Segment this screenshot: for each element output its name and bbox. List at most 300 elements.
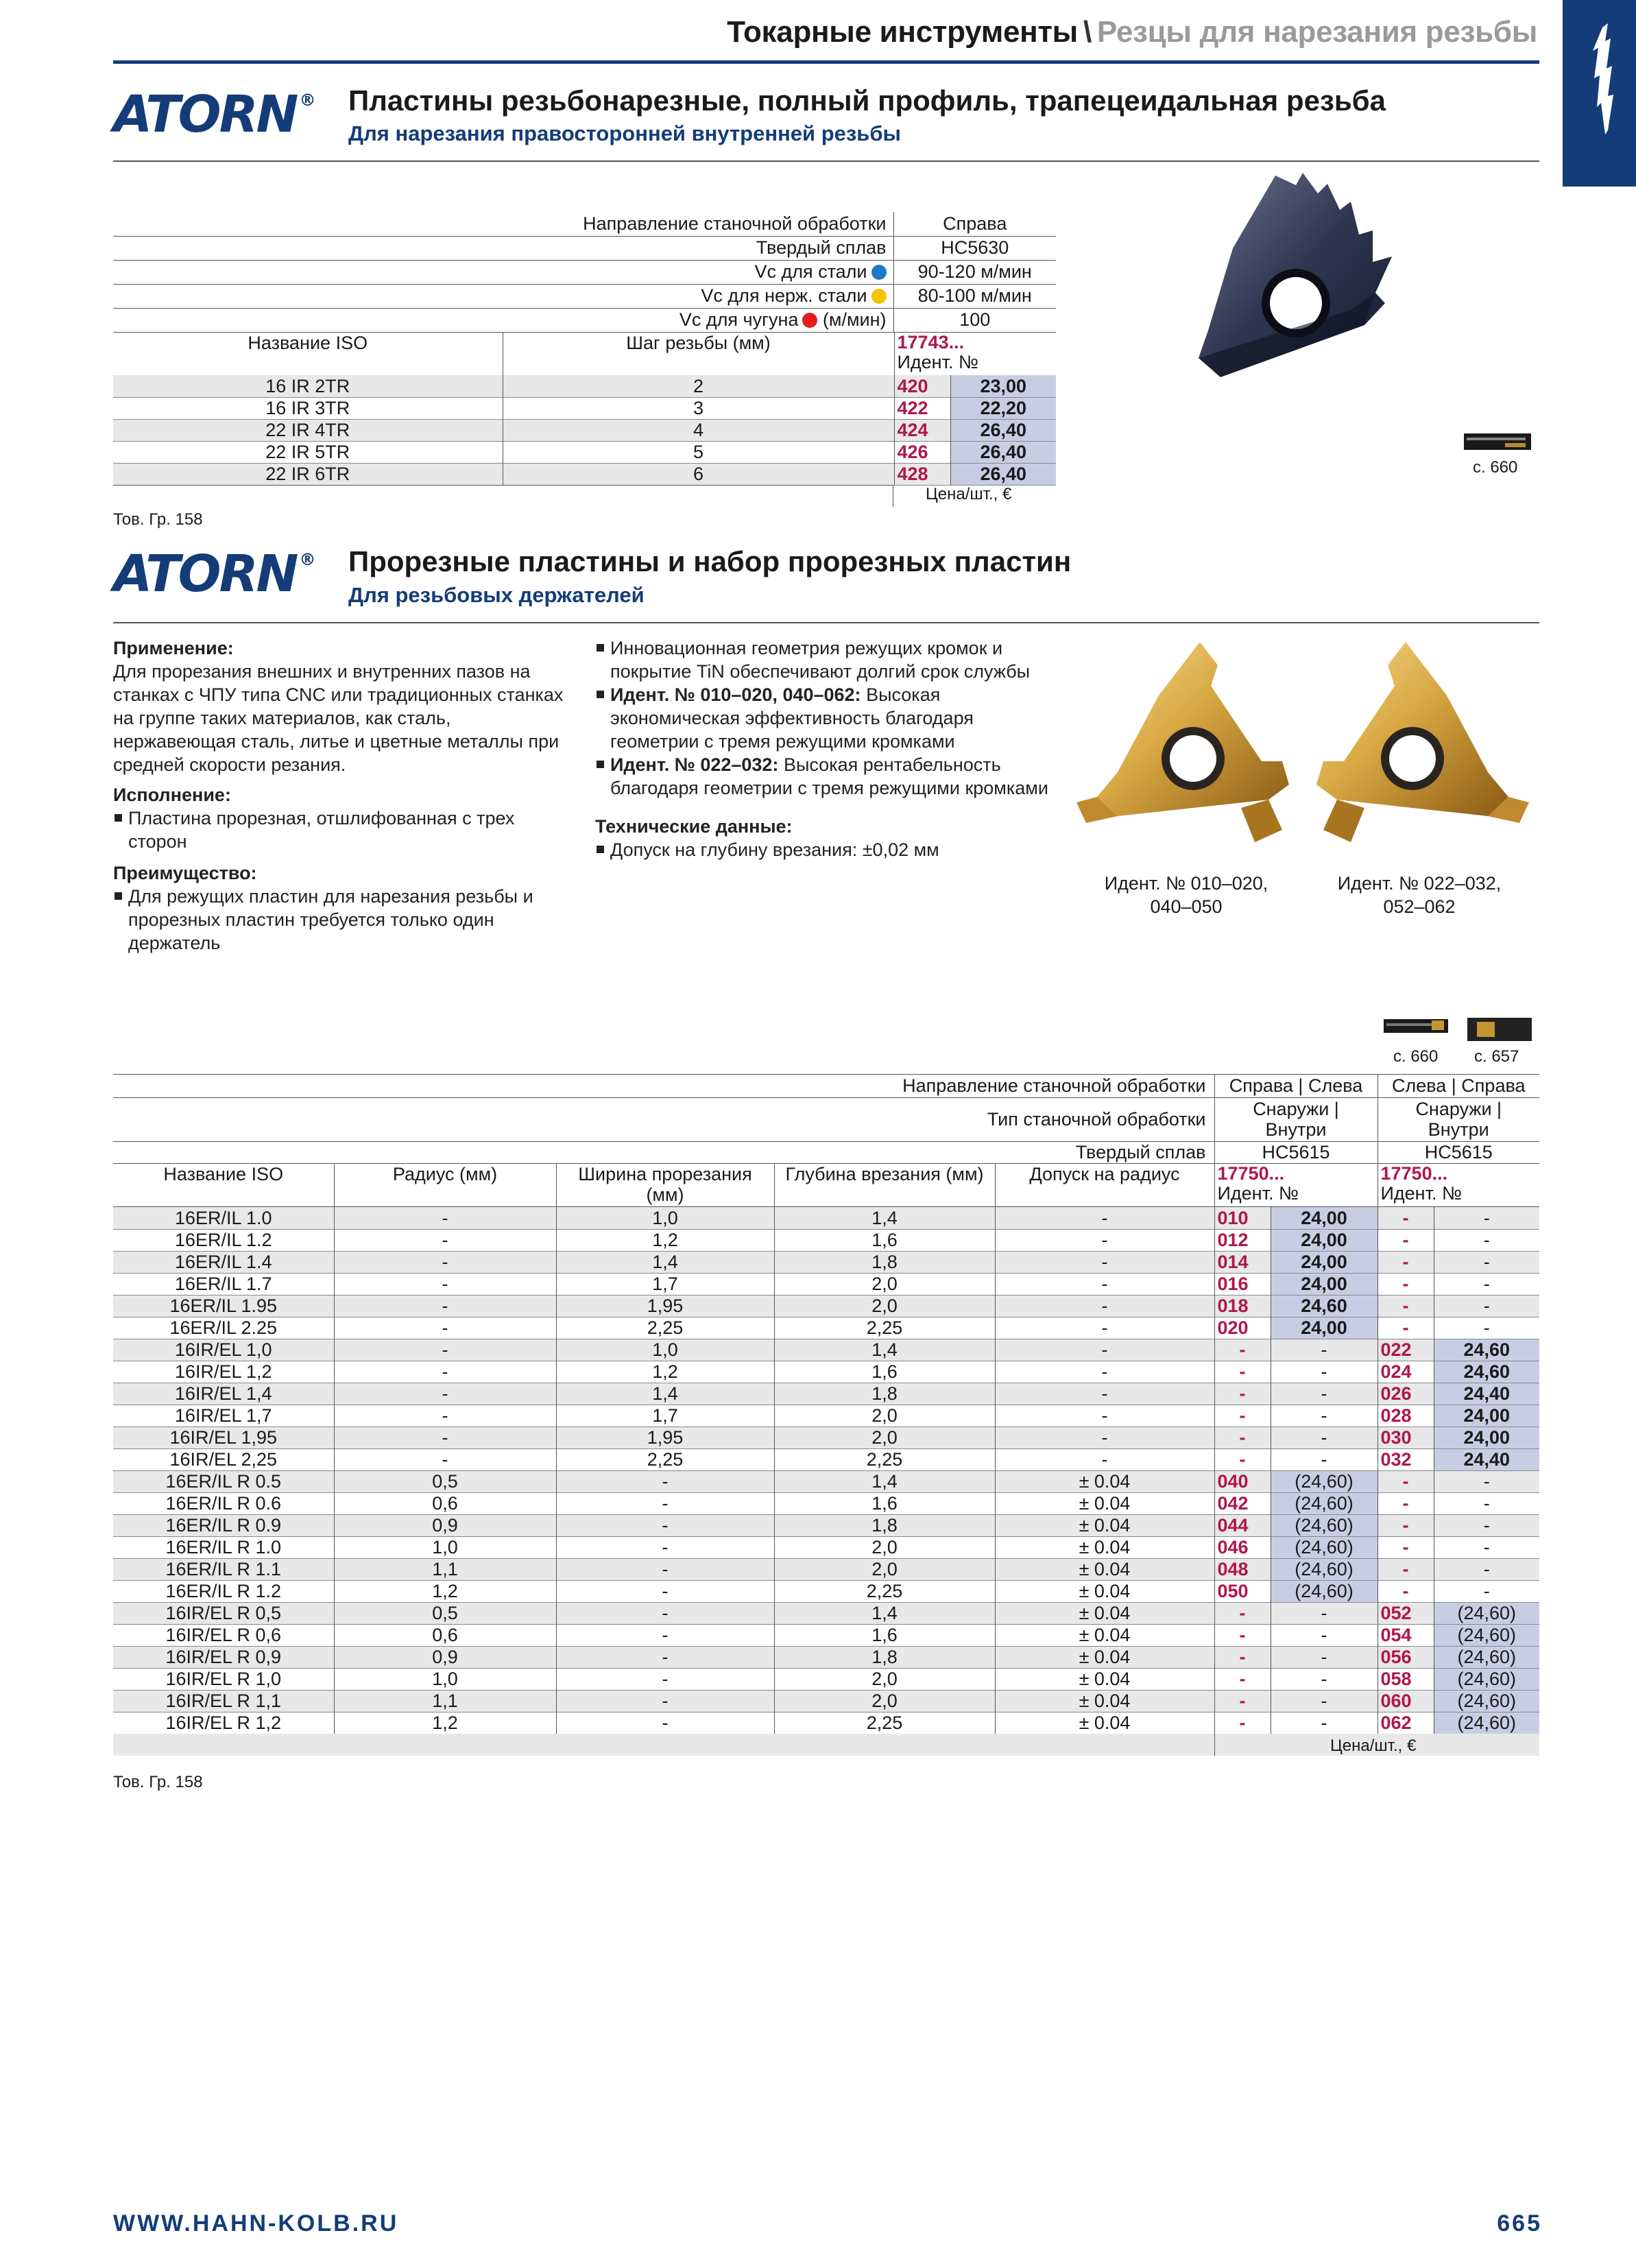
cell-depth: 2,0	[774, 1295, 995, 1317]
cell-pitch: 5	[503, 441, 894, 463]
cell-price-a: -	[1271, 1405, 1378, 1427]
table-row	[113, 1295, 1539, 1317]
brand-trademark: ®	[299, 550, 316, 569]
cell-iso: 16ER/IL 1.4	[113, 1251, 334, 1273]
cell-price-a: -	[1271, 1646, 1378, 1668]
cell-price-a: (24,60)	[1271, 1580, 1378, 1602]
spec-label: Vc для чугуна	[679, 309, 799, 330]
cell-radius: 0,9	[334, 1514, 556, 1536]
cell-price-b: -	[1434, 1207, 1539, 1229]
cell-iso: 16ER/IL 2.25	[113, 1317, 334, 1339]
section2-spec-table	[113, 1074, 1539, 1164]
section1-product-table	[113, 333, 1056, 376]
cell-code-b: -	[1378, 1229, 1434, 1251]
page-ref: с. 660	[1473, 458, 1518, 477]
col-iso: Название ISO	[113, 1164, 334, 1206]
cell-tolerance: -	[995, 1207, 1214, 1229]
cell-code-b: -	[1378, 1207, 1434, 1229]
cell-price-a: 24,60	[1271, 1295, 1378, 1317]
feature-bold: Идент. № 022–032:	[610, 754, 779, 775]
cell-code-a: -	[1214, 1646, 1271, 1668]
cell-radius: -	[334, 1207, 556, 1229]
cell-depth: 1,8	[774, 1251, 995, 1273]
feature-text: Высокая экономическая эффективность благодаря геометрии с тремя режущими кромками	[610, 684, 974, 752]
cell-radius: -	[334, 1383, 556, 1405]
cell-depth: 1,8	[774, 1514, 995, 1536]
id-prefix: 17743...	[897, 333, 965, 353]
section2-subtitle: Для резьбовых держателей	[348, 583, 645, 607]
cell-pitch: 3	[503, 397, 894, 419]
cell-price-b: (24,60)	[1434, 1690, 1539, 1712]
cell-code-b: 028	[1378, 1405, 1434, 1427]
table-row	[113, 1470, 1539, 1492]
table-row	[113, 375, 1056, 397]
cell-depth: 1,6	[774, 1361, 995, 1383]
threading-insert-image	[1193, 173, 1412, 379]
cell-width: -	[556, 1470, 774, 1492]
cell-depth: 1,4	[774, 1339, 995, 1361]
cell-radius: -	[334, 1317, 556, 1339]
cell-iso: 16ER/IL 1.0	[113, 1207, 334, 1229]
page-number: 665	[1497, 2210, 1542, 2236]
header-category: Токарные инструменты	[727, 15, 1078, 49]
cell-iso: 16ER/IL R 1.0	[113, 1536, 334, 1558]
col-depth: Глубина врезания (мм)	[774, 1164, 995, 1206]
spec-label: Направление станочной обработки	[113, 1074, 1214, 1097]
execution-heading: Исполнение:	[113, 785, 231, 805]
cell-price-a: -	[1271, 1690, 1378, 1712]
spec-value-a: Снаружи | Внутри	[1214, 1097, 1378, 1141]
application-text: Для прорезания внешних и внутренних пазов на станках с ЧПУ типа CNC или традиционных станках на группе таких материалов, как сталь, нержавеющая сталь, литье и цветные металлы при средней скорости резания.	[113, 661, 564, 775]
cell-depth: 1,6	[774, 1492, 995, 1514]
cell-price-b: (24,60)	[1434, 1646, 1539, 1668]
cell-tolerance: ± 0.04	[995, 1646, 1214, 1668]
page-ref-2: с. 657	[1474, 1047, 1519, 1066]
cell-iso: 16ER/IL R 0.6	[113, 1492, 334, 1514]
execution-text: Пластина прорезная, отшлифованная с трех сторон	[113, 807, 573, 853]
cell-price-a: (24,60)	[1271, 1492, 1378, 1514]
cell-price: 22,20	[950, 397, 1056, 419]
cell-tolerance: ± 0.04	[995, 1492, 1214, 1514]
table-row	[113, 1492, 1539, 1514]
cell-width: 1,2	[556, 1229, 774, 1251]
cell-width: 1,0	[556, 1207, 774, 1229]
side-tab	[1563, 0, 1636, 187]
cell-price-a: (24,60)	[1271, 1514, 1378, 1536]
cell-code-a: -	[1214, 1405, 1271, 1427]
feature-text: Инновационная геометрия режущих кромок и покрытие TiN обеспечивают долгий срок службы	[610, 638, 1031, 682]
cell-tolerance: -	[995, 1317, 1214, 1339]
cell-width: -	[556, 1580, 774, 1602]
page-ref-1: с. 660	[1393, 1047, 1439, 1066]
cell-code: 426	[894, 441, 950, 463]
cell-price-b: 24,40	[1434, 1448, 1539, 1470]
cell-iso: 16 IR 3TR	[113, 397, 503, 419]
spec-value-b: Снаружи | Внутри	[1415, 1099, 1502, 1140]
table-row	[113, 1317, 1539, 1339]
cell-radius: 1,1	[334, 1558, 556, 1580]
cell-radius: -	[334, 1251, 556, 1273]
cell-radius: 1,2	[334, 1580, 556, 1602]
cell-code-b: 052	[1378, 1602, 1434, 1624]
table-row	[113, 463, 1056, 485]
feature-bold: Идент. № 010–020, 040–062:	[610, 684, 861, 705]
application-heading: Применение:	[113, 638, 234, 658]
cell-iso: 16IR/EL R 1,2	[113, 1712, 334, 1734]
cell-iso: 22 IR 4TR	[113, 419, 503, 441]
spec-row	[113, 212, 1056, 236]
cell-code-b: 024	[1378, 1361, 1434, 1383]
feature-item	[595, 636, 1061, 683]
cell-pitch: 4	[503, 419, 894, 441]
cell-price-b: (24,60)	[1434, 1668, 1539, 1690]
spec-value: HC5630	[893, 236, 1056, 260]
spec-label: Vc для нерж. стали	[701, 285, 867, 306]
price-note-rule	[113, 485, 893, 486]
cell-width: -	[556, 1624, 774, 1646]
cell-depth: 1,4	[774, 1602, 995, 1624]
tech-heading: Технические данные:	[595, 816, 793, 837]
cell-price-a: -	[1271, 1668, 1378, 1690]
cell-price: 26,40	[950, 463, 1056, 485]
cell-iso: 16IR/EL 1,95	[113, 1427, 334, 1448]
advantage-heading: Преимущество:	[113, 863, 257, 883]
cell-code-b: 062	[1378, 1712, 1434, 1734]
spec-row	[113, 308, 1056, 332]
cell-tolerance: -	[995, 1295, 1214, 1317]
cell-code-a: -	[1214, 1602, 1271, 1624]
section1-title: Пластины резьбонарезные, полный профиль, трапецеидальная резьба	[348, 84, 1386, 117]
cell-price-b: -	[1434, 1536, 1539, 1558]
cell-depth: 2,25	[774, 1448, 995, 1470]
cell-price-b: -	[1434, 1295, 1539, 1317]
holder-thumbnail-2	[1467, 1015, 1532, 1044]
spec-label: Твердый сплав	[113, 236, 893, 260]
cell-iso: 16IR/EL 1,0	[113, 1339, 334, 1361]
footer-url[interactable]: WWW.HAHN-KOLB.RU	[113, 2210, 399, 2236]
spec-value-a: HC5615	[1214, 1141, 1378, 1163]
price-note: Цена/шт., €	[926, 485, 1012, 503]
table-row	[113, 1361, 1539, 1383]
cell-radius: -	[334, 1427, 556, 1448]
table-row	[113, 1383, 1539, 1405]
cell-code: 428	[894, 463, 950, 485]
spec-value-a: Справа | Слева	[1214, 1074, 1378, 1097]
cell-width: 1,4	[556, 1251, 774, 1273]
cell-price-b: (24,60)	[1434, 1712, 1539, 1734]
spec-value-b: HC5615	[1424, 1142, 1493, 1162]
cell-code-a: 020	[1214, 1317, 1271, 1339]
cell-price-b: -	[1434, 1317, 1539, 1339]
header-separator: \	[1083, 15, 1092, 49]
feature-item	[595, 753, 1061, 800]
cell-width: -	[556, 1712, 774, 1734]
spec-value: Справа	[893, 212, 1056, 236]
cell-code-a: 042	[1214, 1492, 1271, 1514]
cell-code-b: 030	[1378, 1427, 1434, 1448]
cell-code-b: -	[1378, 1514, 1434, 1536]
cell-code-a: 014	[1214, 1251, 1271, 1273]
section1-subtitle: Для нарезания правосторонней внутренней резьбы	[348, 121, 901, 145]
cell-depth: 2,0	[774, 1668, 995, 1690]
cell-depth: 1,6	[774, 1624, 995, 1646]
cell-price-a: -	[1271, 1339, 1378, 1361]
cell-radius: 0,9	[334, 1646, 556, 1668]
cell-code-b: -	[1378, 1536, 1434, 1558]
cell-price-a: (24,60)	[1271, 1470, 1378, 1492]
application-block	[113, 636, 573, 955]
cell-price-a: (24,60)	[1271, 1558, 1378, 1580]
feature-item	[595, 683, 1061, 753]
table-row	[113, 1690, 1539, 1712]
cell-code-b: -	[1378, 1295, 1434, 1317]
cell-price-a: 24,00	[1271, 1229, 1378, 1251]
cell-tolerance: ± 0.04	[995, 1624, 1214, 1646]
spec-label: Vc для стали	[754, 261, 867, 282]
cell-iso: 16IR/EL 1,2	[113, 1361, 334, 1383]
cell-price-a: 24,00	[1271, 1207, 1378, 1229]
table-row	[113, 1339, 1539, 1361]
cell-depth: 1,8	[774, 1383, 995, 1405]
cell-depth: 2,0	[774, 1405, 995, 1427]
id-label-a: Идент. №	[1217, 1183, 1299, 1204]
table-row	[113, 1229, 1539, 1251]
cell-iso: 16IR/EL R 0,6	[113, 1624, 334, 1646]
cell-iso: 16ER/IL 1.7	[113, 1273, 334, 1295]
cell-code-b: -	[1378, 1580, 1434, 1602]
cell-tolerance: ± 0.04	[995, 1580, 1214, 1602]
cell-iso: 16ER/IL R 0.5	[113, 1470, 334, 1492]
cell-price-a: (24,60)	[1271, 1536, 1378, 1558]
cell-code-a: -	[1214, 1383, 1271, 1405]
table-row	[113, 1448, 1539, 1470]
cell-tolerance: -	[995, 1361, 1214, 1383]
cell-tolerance: -	[995, 1427, 1214, 1448]
id-label: Идент. №	[897, 352, 978, 372]
cell-depth: 1,4	[774, 1470, 995, 1492]
section1-rule	[113, 160, 1539, 162]
table-row	[113, 1273, 1539, 1295]
cell-width: -	[556, 1558, 774, 1580]
feature-text: Высокая рентабельность благодаря геометрии с тремя режущими кромками	[610, 754, 1048, 798]
table-row	[113, 1580, 1539, 1602]
holder-thumbnail	[1464, 431, 1531, 453]
table-row	[113, 1602, 1539, 1624]
cell-depth: 1,8	[774, 1646, 995, 1668]
cell-code-b: -	[1378, 1492, 1434, 1514]
section2-title: Прорезные пластины и набор прорезных пластин	[348, 545, 1072, 577]
cell-width: 1,95	[556, 1427, 774, 1448]
id-prefix-b: 17750...	[1380, 1164, 1448, 1184]
cell-width: -	[556, 1492, 774, 1514]
cell-code: 420	[894, 375, 950, 397]
price-note: Цена/шт., €	[1330, 1736, 1417, 1755]
cell-price-b: -	[1434, 1229, 1539, 1251]
holder-thumbnail-1	[1384, 1015, 1448, 1038]
cell-code-a: -	[1214, 1690, 1271, 1712]
table-row	[113, 1624, 1539, 1646]
cell-width: 1,7	[556, 1273, 774, 1295]
spec-row	[113, 1141, 1539, 1163]
cell-code-a: 044	[1214, 1514, 1271, 1536]
cell-iso: 16ER/IL R 0.9	[113, 1514, 334, 1536]
cell-width: 1,95	[556, 1295, 774, 1317]
cell-iso: 16IR/EL 1,7	[113, 1405, 334, 1427]
cell-price: 26,40	[950, 441, 1056, 463]
table-row	[113, 1405, 1539, 1427]
cell-radius: 0,6	[334, 1624, 556, 1646]
col-width: Ширина прорезания (мм)	[556, 1164, 774, 1206]
cell-code-b: -	[1378, 1470, 1434, 1492]
spec-value: 80-100 м/мин	[893, 284, 1056, 308]
stainless-dot-icon	[871, 289, 887, 304]
col-iso: Название ISO	[113, 333, 503, 375]
cell-price-a: -	[1271, 1361, 1378, 1383]
cell-code-b: 032	[1378, 1448, 1434, 1470]
cell-radius: 1,2	[334, 1712, 556, 1734]
table-row	[113, 397, 1056, 419]
spec-unit: (м/мин)	[822, 309, 887, 330]
section1-group: Тов. Гр. 158	[113, 510, 203, 529]
cell-tolerance: ± 0.04	[995, 1690, 1214, 1712]
table-row	[113, 1668, 1539, 1690]
cell-code-b: -	[1378, 1317, 1434, 1339]
cell-price-b: 24,60	[1434, 1361, 1539, 1383]
cell-width: 1,2	[556, 1361, 774, 1383]
cell-depth: 2,25	[774, 1317, 995, 1339]
cell-price-a: -	[1271, 1712, 1378, 1734]
table-row	[113, 1536, 1539, 1558]
steel-dot-icon	[871, 265, 887, 280]
table-row	[113, 1514, 1539, 1536]
section1-rows	[113, 375, 1056, 486]
cell-radius: -	[334, 1229, 556, 1251]
spec-row	[113, 1097, 1539, 1141]
cell-radius: 0,5	[334, 1602, 556, 1624]
cell-width: 1,7	[556, 1405, 774, 1427]
spec-value: 100	[893, 308, 1056, 332]
cell-width: -	[556, 1668, 774, 1690]
cell-code-b: -	[1378, 1251, 1434, 1273]
cell-price-b: -	[1434, 1273, 1539, 1295]
cell-price-b: -	[1434, 1251, 1539, 1273]
spec-label: Тип станочной обработки	[113, 1097, 1214, 1141]
brand-logo	[113, 85, 316, 144]
spec-row	[113, 1074, 1539, 1097]
table-row	[113, 1427, 1539, 1448]
cell-radius: -	[334, 1361, 556, 1383]
spec-value-b: Слева | Справа	[1391, 1075, 1526, 1096]
cell-iso: 16ER/IL 1.95	[113, 1295, 334, 1317]
table-row	[113, 1207, 1539, 1229]
cell-tolerance: ± 0.04	[995, 1558, 1214, 1580]
cell-code: 422	[894, 397, 950, 419]
cell-code-a: -	[1214, 1448, 1271, 1470]
section1-spec-table	[113, 212, 1056, 333]
grooving-insert-image-1	[1076, 638, 1303, 850]
cell-width: -	[556, 1602, 774, 1624]
id-label-b: Идент. №	[1380, 1183, 1462, 1204]
cell-code-b: -	[1378, 1273, 1434, 1295]
cell-iso: 16IR/EL R 0,5	[113, 1602, 334, 1624]
section2-rule	[113, 622, 1539, 623]
cell-code-b: 058	[1378, 1668, 1434, 1690]
cell-width: 2,25	[556, 1448, 774, 1470]
cell-price-b: -	[1434, 1558, 1539, 1580]
cell-radius: -	[334, 1405, 556, 1427]
cell-code-b: 026	[1378, 1383, 1434, 1405]
cell-code-a: -	[1214, 1668, 1271, 1690]
cell-code-a: -	[1214, 1361, 1271, 1383]
cell-tolerance: -	[995, 1251, 1214, 1273]
spec-row	[113, 284, 1056, 308]
cell-code-a: 050	[1214, 1580, 1271, 1602]
spec-value: 90-120 м/мин	[893, 260, 1056, 284]
header-rule	[113, 60, 1539, 64]
cell-price-b: 24,40	[1434, 1383, 1539, 1405]
cell-code-a: 016	[1214, 1273, 1271, 1295]
col-tolerance: Допуск на радиус	[995, 1164, 1214, 1206]
cell-code-a: 040	[1214, 1470, 1271, 1492]
brand-trademark: ®	[299, 91, 316, 110]
table-row	[113, 1712, 1539, 1734]
cell-price-a: -	[1271, 1383, 1378, 1405]
cell-code-b: 056	[1378, 1646, 1434, 1668]
tech-text: Допуск на глубину врезания: ±0,02 мм	[595, 838, 1061, 861]
cell-depth: 2,25	[774, 1712, 995, 1734]
cell-depth: 2,0	[774, 1273, 995, 1295]
cell-price-b: 24,00	[1434, 1427, 1539, 1448]
section2-rows	[113, 1207, 1539, 1734]
cell-depth: 2,0	[774, 1558, 995, 1580]
cell-code-a: 018	[1214, 1295, 1271, 1317]
cell-code-a: 048	[1214, 1558, 1271, 1580]
cell-tolerance: ± 0.04	[995, 1712, 1214, 1734]
cell-width: -	[556, 1514, 774, 1536]
cell-depth: 1,4	[774, 1207, 995, 1229]
cell-depth: 2,0	[774, 1536, 995, 1558]
table-header	[113, 1164, 1539, 1206]
cell-code-b: 022	[1378, 1339, 1434, 1361]
cell-price-b: -	[1434, 1580, 1539, 1602]
cell-price-a: 24,00	[1271, 1317, 1378, 1339]
cell-radius: 1,0	[334, 1536, 556, 1558]
cell-width: -	[556, 1690, 774, 1712]
cell-price-a: -	[1271, 1624, 1378, 1646]
drill-icon	[1563, 0, 1636, 187]
cell-depth: 1,6	[774, 1229, 995, 1251]
header-subcategory: Резцы для нарезания резьбы	[1096, 15, 1537, 49]
table-row	[113, 441, 1056, 463]
cell-code-a: -	[1214, 1427, 1271, 1448]
cell-price-a: 24,00	[1271, 1251, 1378, 1273]
cell-iso: 16IR/EL 1,4	[113, 1383, 334, 1405]
spec-row	[113, 260, 1056, 284]
cell-iso: 22 IR 5TR	[113, 441, 503, 463]
cell-tolerance: ± 0.04	[995, 1668, 1214, 1690]
brand-logo	[113, 545, 316, 604]
grooving-insert-image-2	[1303, 638, 1529, 850]
cell-price-a: -	[1271, 1602, 1378, 1624]
cell-code-a: 046	[1214, 1536, 1271, 1558]
cell-tolerance: ± 0.04	[995, 1602, 1214, 1624]
cell-depth: 2,0	[774, 1690, 995, 1712]
cell-price-b: (24,60)	[1434, 1602, 1539, 1624]
spec-row	[113, 236, 1056, 260]
table-bottom-band	[113, 1734, 1214, 1756]
cell-tolerance: ± 0.04	[995, 1470, 1214, 1492]
cell-radius: 0,6	[334, 1492, 556, 1514]
